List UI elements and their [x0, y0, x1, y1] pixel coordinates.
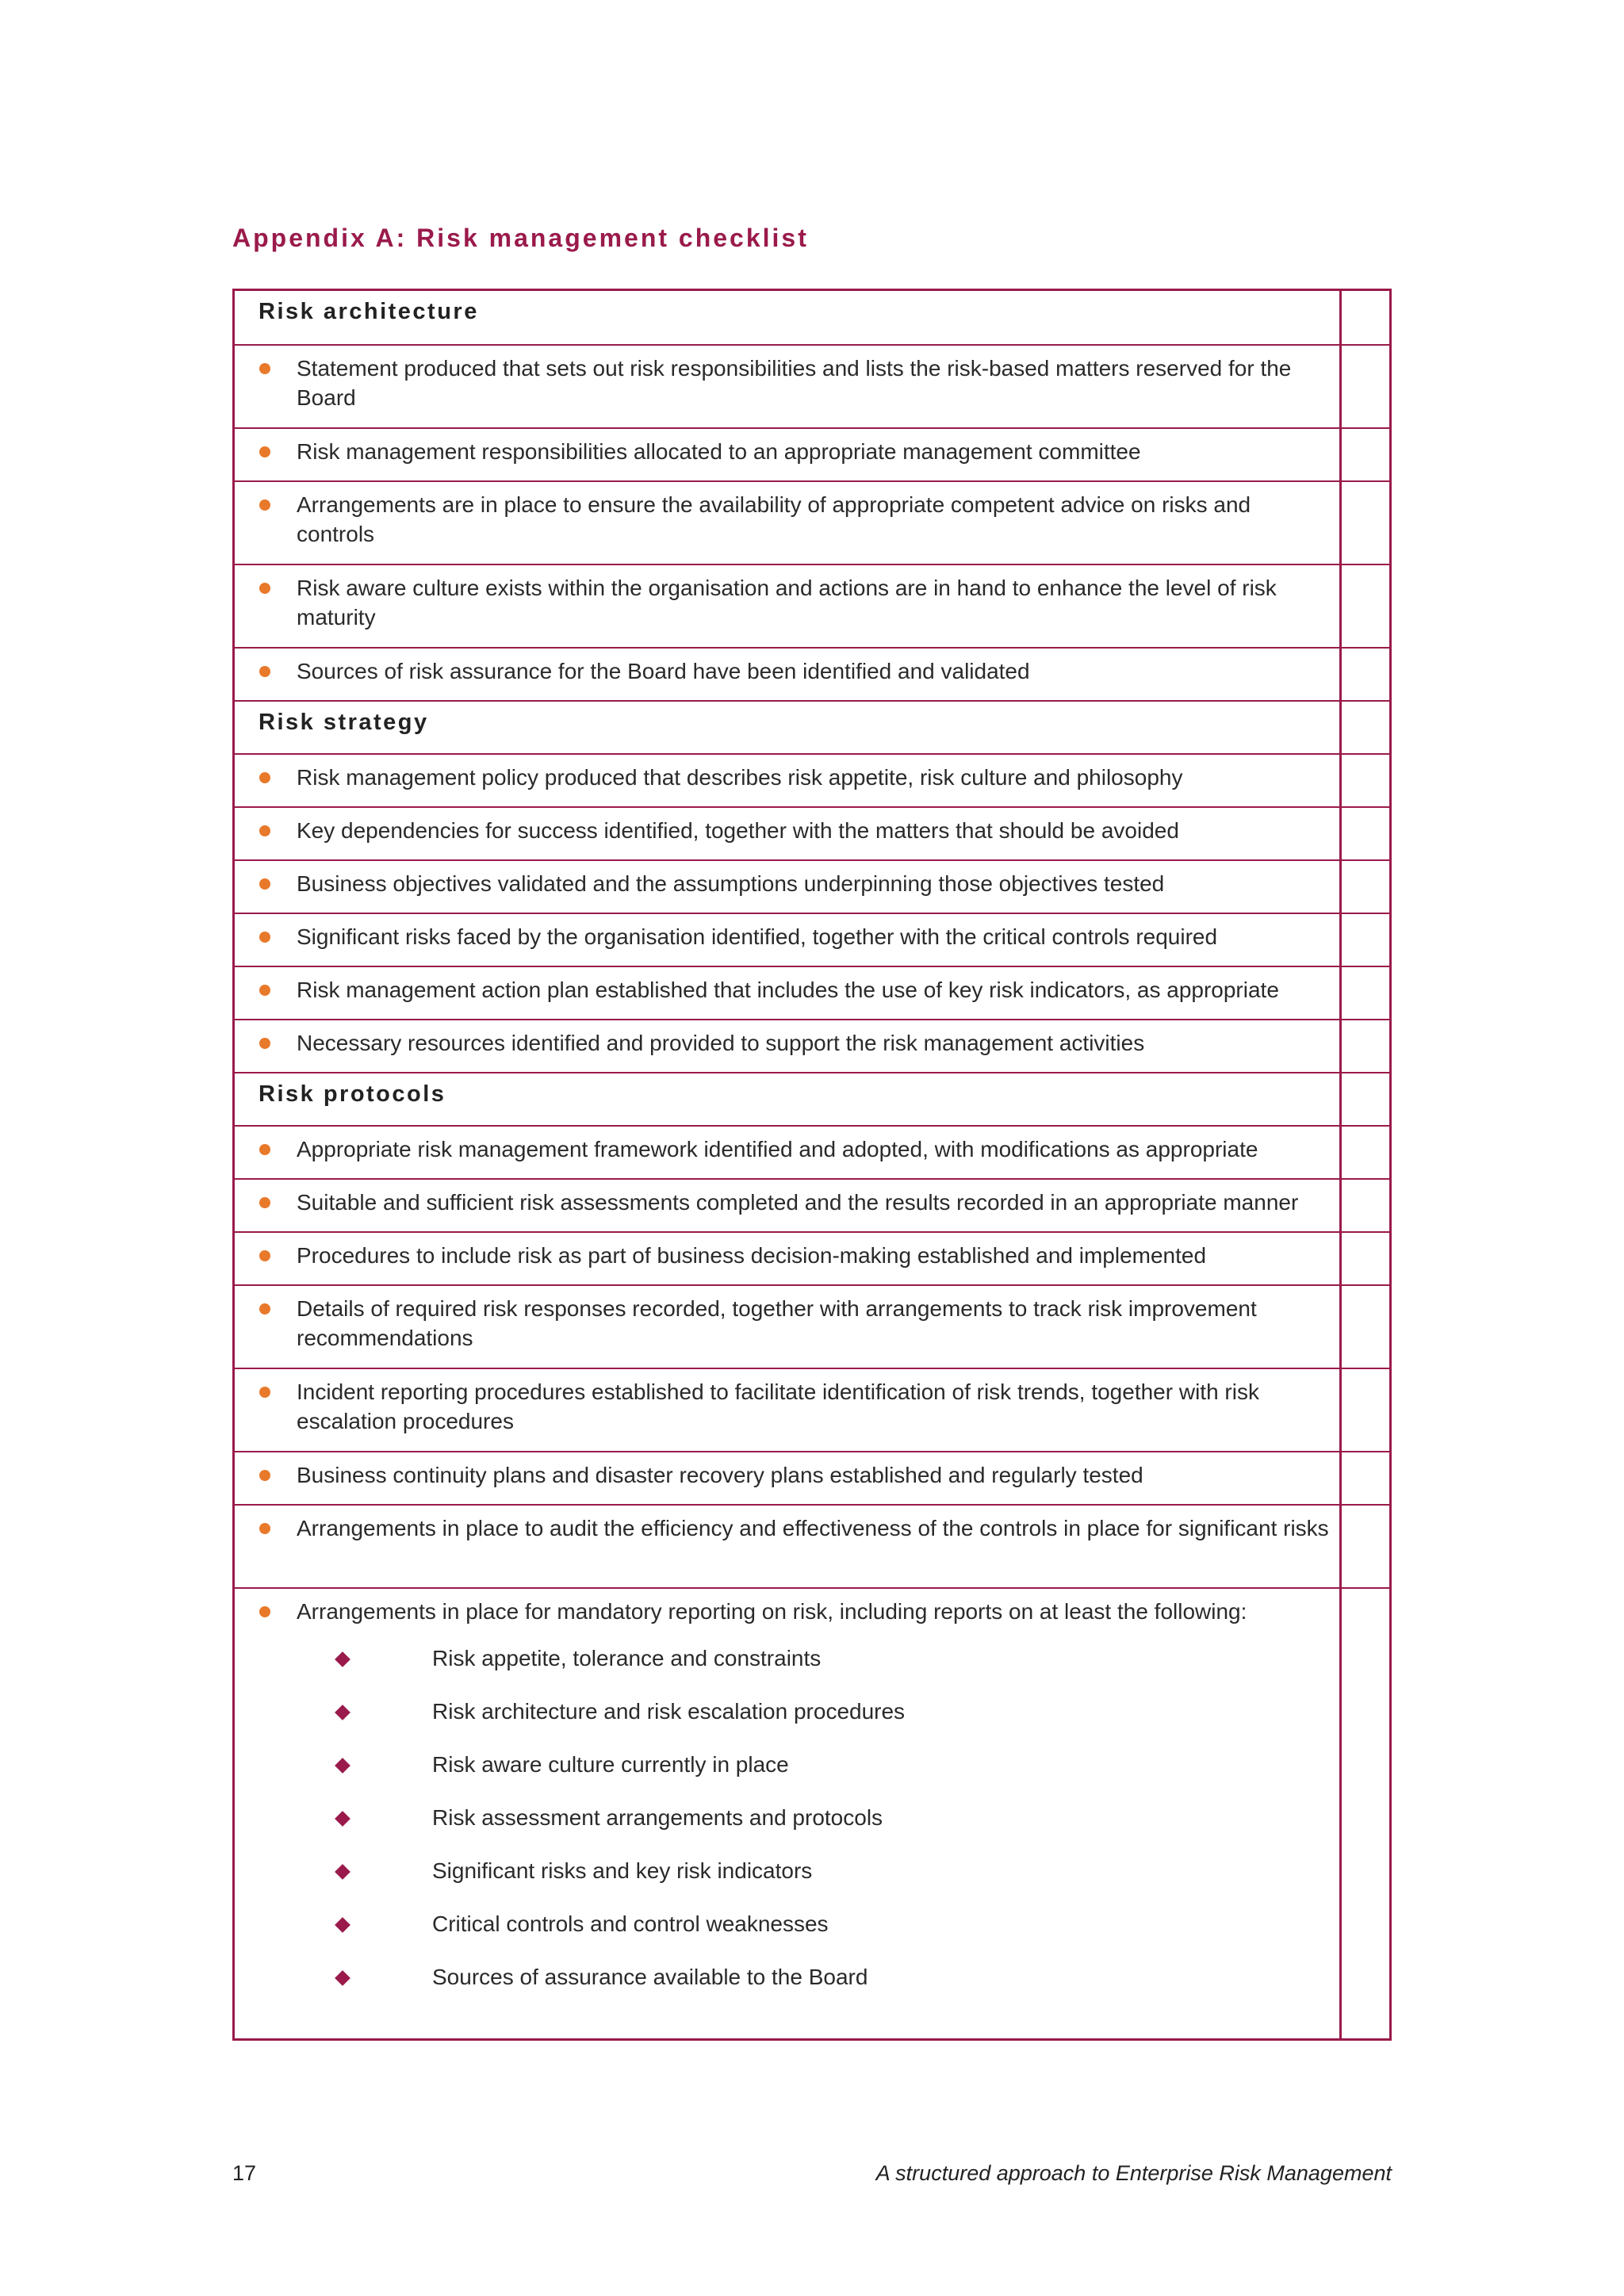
sub-list-item — [235, 1643, 1389, 1696]
checklist-row — [235, 427, 1389, 480]
checklist-item-text: Business continuity plans and disaster recovery plans established and regularly tested — [297, 1463, 1143, 1487]
bullet-icon — [259, 878, 270, 890]
checklist-row — [235, 806, 1389, 859]
checklist-row — [235, 1587, 1389, 2038]
bullet-icon — [259, 1144, 270, 1155]
checklist-row — [235, 1368, 1389, 1451]
bullet-icon — [259, 666, 270, 677]
sub-list-item — [235, 1696, 1389, 1749]
checklist-row — [235, 913, 1389, 966]
bullet-icon — [259, 1250, 270, 1261]
bullet-icon — [259, 985, 270, 996]
checklist-row — [235, 1231, 1389, 1284]
checklist-item-text: Incident reporting procedures established to facilitate identification of risk trends, together with risk escalation procedures — [297, 1380, 1259, 1433]
diamond-bullet-icon — [335, 1970, 350, 1986]
sub-list-item — [235, 1749, 1389, 1802]
bullet-icon — [259, 499, 270, 511]
checklist-item-text: Necessary resources identified and provided to support the risk management activities — [297, 1031, 1145, 1055]
checklist-item-text: Risk management responsibilities allocated to an appropriate management committee — [297, 439, 1141, 464]
checklist-item-text: Appropriate risk management framework identified and adopted, with modifications as appropriate — [297, 1137, 1258, 1161]
bullet-icon — [259, 825, 270, 836]
risk-checklist-table — [232, 289, 1392, 2041]
sub-item-text: Risk aware culture currently in place — [432, 1752, 789, 1777]
checklist-row — [235, 753, 1389, 806]
diamond-bullet-icon — [335, 1758, 350, 1774]
sub-item-text: Critical controls and control weaknesses — [432, 1911, 829, 1936]
page-title: Appendix A: Risk management checklist — [232, 224, 809, 252]
checklist-row — [235, 1019, 1389, 1072]
checklist-row — [235, 564, 1389, 647]
diamond-bullet-icon — [335, 1705, 350, 1720]
bullet-icon — [259, 1197, 270, 1208]
bullet-icon — [259, 583, 270, 594]
checklist-item-text: Key dependencies for success identified, together with the matters that should be avoided — [297, 818, 1179, 843]
checklist-item-text: Arrangements in place to audit the efficiency and effectiveness of the controls in place for significant risks — [297, 1516, 1329, 1540]
section-heading-row — [235, 291, 1389, 344]
sub-item-text: Risk appetite, tolerance and constraints — [432, 1646, 822, 1670]
checklist-row — [235, 1451, 1389, 1504]
sub-item-text: Significant risks and key risk indicators — [432, 1858, 813, 1883]
checklist-item-text: Risk aware culture exists within the organisation and actions are in hand to enhance the level of risk maturity — [297, 576, 1277, 629]
checklist-row — [235, 647, 1389, 700]
checklist-item-text: Arrangements in place for mandatory reporting on risk, including reports on at least the following: — [297, 1599, 1247, 1624]
section-heading: Risk protocols — [259, 1081, 446, 1107]
checklist-row — [235, 966, 1389, 1019]
checklist-row — [235, 1504, 1389, 1587]
checklist-item-text: Risk management policy produced that describes risk appetite, risk culture and philosophy — [297, 765, 1183, 790]
sub-item-text: Risk architecture and risk escalation procedures — [432, 1699, 906, 1724]
checklist-row — [235, 344, 1389, 427]
sub-list-item — [235, 1961, 1389, 2015]
section-heading: Risk strategy — [259, 710, 429, 735]
bullet-icon — [259, 1303, 270, 1314]
bullet-icon — [259, 1387, 270, 1398]
bullet-icon — [259, 1523, 270, 1534]
diamond-bullet-icon — [335, 1917, 350, 1933]
checklist-item-text: Business objectives validated and the assumptions underpinning those objectives tested — [297, 871, 1165, 896]
checklist-item-text: Details of required risk responses recorded, together with arrangements to track risk improvement recommendations — [297, 1296, 1257, 1350]
section-heading: Risk architecture — [259, 299, 479, 324]
checklist-item-text: Arrangements are in place to ensure the availability of appropriate competent advice on risks and controls — [297, 492, 1251, 546]
section-heading-row — [235, 700, 1389, 753]
page-number: 17 — [232, 2161, 257, 2185]
checklist-item-text: Significant risks faced by the organisation identified, together with the critical controls required — [297, 924, 1218, 949]
section-heading-row — [235, 1072, 1389, 1125]
sub-list-item — [235, 1908, 1389, 1961]
checklist-row — [235, 1284, 1389, 1368]
checklist-row — [235, 480, 1389, 564]
sub-item-text: Sources of assurance available to the Board — [432, 1965, 868, 1989]
bullet-icon — [259, 772, 270, 783]
diamond-bullet-icon — [335, 1864, 350, 1880]
sub-list-item — [235, 1855, 1389, 1908]
footer-document-title: A structured approach to Enterprise Risk Management — [875, 2161, 1392, 2185]
sub-item-text: Risk assessment arrangements and protocols — [432, 1805, 883, 1830]
bullet-icon — [259, 363, 270, 374]
bullet-icon — [259, 1606, 270, 1617]
checklist-row — [235, 1125, 1389, 1178]
bullet-icon — [259, 932, 270, 943]
checklist-item-text: Statement produced that sets out risk responsibilities and lists the risk-based matters reserved for the Board — [297, 356, 1292, 410]
checklist-item-text: Suitable and sufficient risk assessments completed and the results recorded in an appropriate manner — [297, 1190, 1299, 1215]
diamond-bullet-icon — [335, 1651, 350, 1667]
checklist-row — [235, 859, 1389, 913]
checklist-item-text: Sources of risk assurance for the Board have been identified and validated — [297, 659, 1030, 683]
checklist-item-text: Risk management action plan established that includes the use of key risk indicators, as appropriate — [297, 978, 1279, 1002]
bullet-icon — [259, 1470, 270, 1481]
checklist-row — [235, 1178, 1389, 1231]
sub-list-item — [235, 1802, 1389, 1855]
checklist-item-text: Procedures to include risk as part of business decision-making established and implemented — [297, 1243, 1207, 1268]
bullet-icon — [259, 446, 270, 457]
diamond-bullet-icon — [335, 1811, 350, 1827]
bullet-icon — [259, 1038, 270, 1049]
